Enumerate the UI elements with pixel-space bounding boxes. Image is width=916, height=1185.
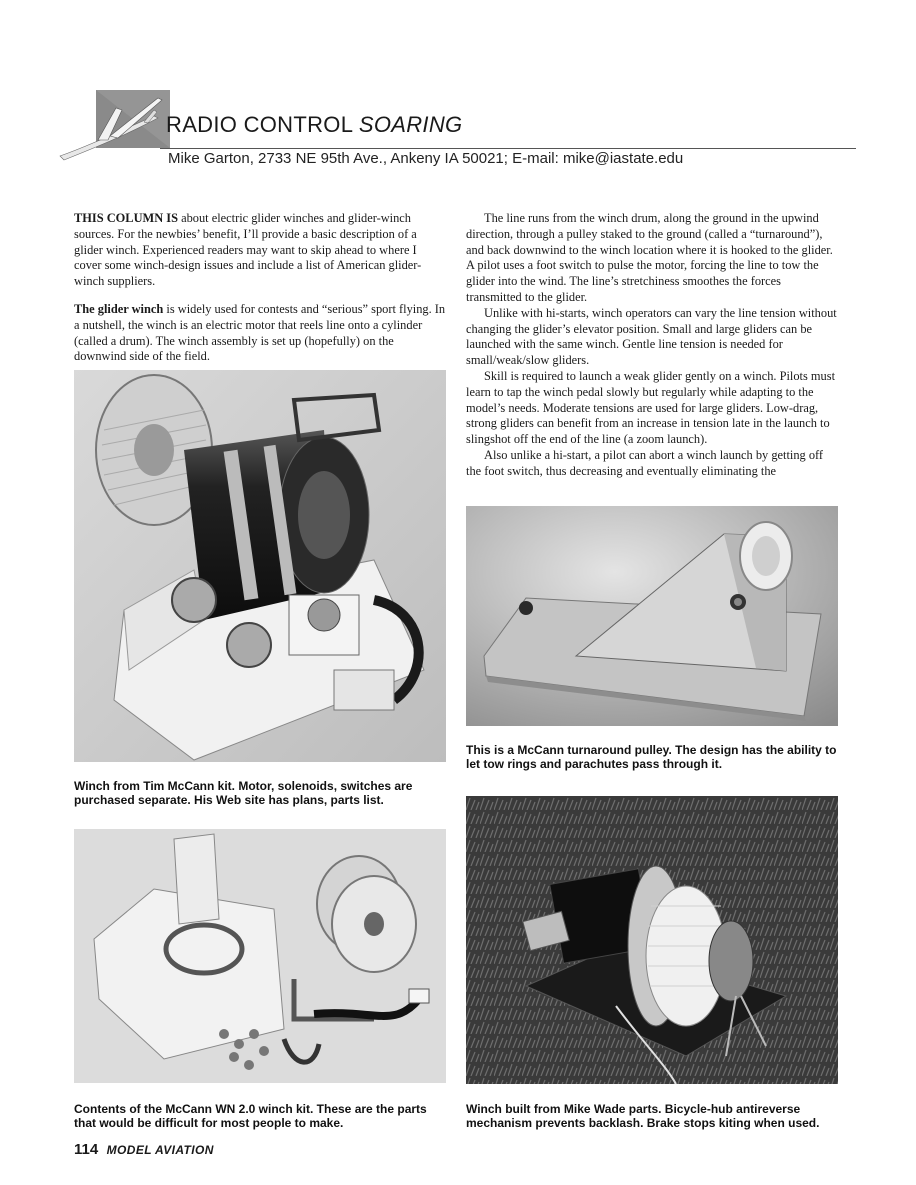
magazine-name: MODEL AVIATION [106,1143,214,1157]
glider-winch-paragraph [74,302,446,365]
kit-contents-caption: Contents of the McCann WN 2.0 winch kit. These are the parts that would be difficult for most people to make. [74,1102,427,1130]
header-rule [160,148,856,149]
abort-paragraph: Also unlike a hi-start, a pilot can abort a winch launch by getting off the foot switch, thus decreasing and eventually eliminating the [466,447,824,478]
tension-paragraph: Unlike with hi-starts, winch operators can vary the line tension without changing the glider’s elevator position. Small and large gliders can be launched with the same winch. Gentle line tension is needed for small/weak/slow gliders. [466,305,837,368]
column-title-italic: SOARING [358,112,463,137]
wade-winch-caption: Winch built from Mike Wade parts. Bicycle-hub antireverse mechanism prevents backlash. Brake stops kiting when used. [466,1102,820,1130]
column-logo-glider [58,90,170,162]
author-byline: Mike Garton, 2733 NE 95th Ave., Ankeny IA 50021; E-mail: mike@iastate.edu [168,150,684,167]
right-column [466,211,838,480]
turnaround-pulley-photo [466,506,838,726]
glider-winch-lead: The glider winch [74,301,164,316]
page-folio [74,1141,214,1159]
column-title-main: RADIO CONTROL [166,112,353,137]
left-column [74,211,446,365]
skill-paragraph: Skill is required to launch a weak glider gently on a winch. Pilots must learn to tap the winch pedal slowly but regularly while adapting to the model’s needs. Moderate tensions are used for large gliders. Low-drag, strong gliders can benefit from an increase in tension late in the launch to slingshot off the end of the line (a zoom launch). [466,368,836,447]
page-number: 114 [74,1141,99,1158]
intro-text: about electric glider winches and glider-winch sources. For the newbies’ benefit, I’ll provide a basic description of a glider winch. Experienced readers may want to skip ahead to where I cover some winch-design issues and include a list of American glider-winch suppliers. [74,211,422,289]
kit-contents-photo [74,829,446,1083]
winch-kit-caption: Winch from Tim McCann kit. Motor, solenoids, switches are purchased separate. His Web site has plans, parts list. [74,779,413,807]
wade-winch-photo [466,796,838,1084]
intro-lead: THIS COLUMN IS [74,211,178,225]
line-paragraph: The line runs from the winch drum, along the ground in the upwind direction, through a pulley staked to the ground (called a “turnaround”), and back downwind to the winch location where it is hooked to the glider. A pilot uses a foot switch to pulse the motor, forcing the line to tow the glider into the wind. The line’s stretchiness smoothes the forces transmitted to the glider. [466,211,833,304]
turnaround-caption: This is a McCann turnaround pulley. The design has the ability to let tow rings and parachutes pass through it. [466,743,837,771]
column-title [166,112,462,138]
glider-winch-text: is widely used for contests and “serious” sport flying. In a nutshell, the winch is an electric motor that reels line onto a cylinder (called a drum). The winch assembly is set up (hopefully) on the downwind side of the field. [74,301,446,364]
intro-paragraph [74,211,446,290]
winch-kit-photo [74,370,446,762]
